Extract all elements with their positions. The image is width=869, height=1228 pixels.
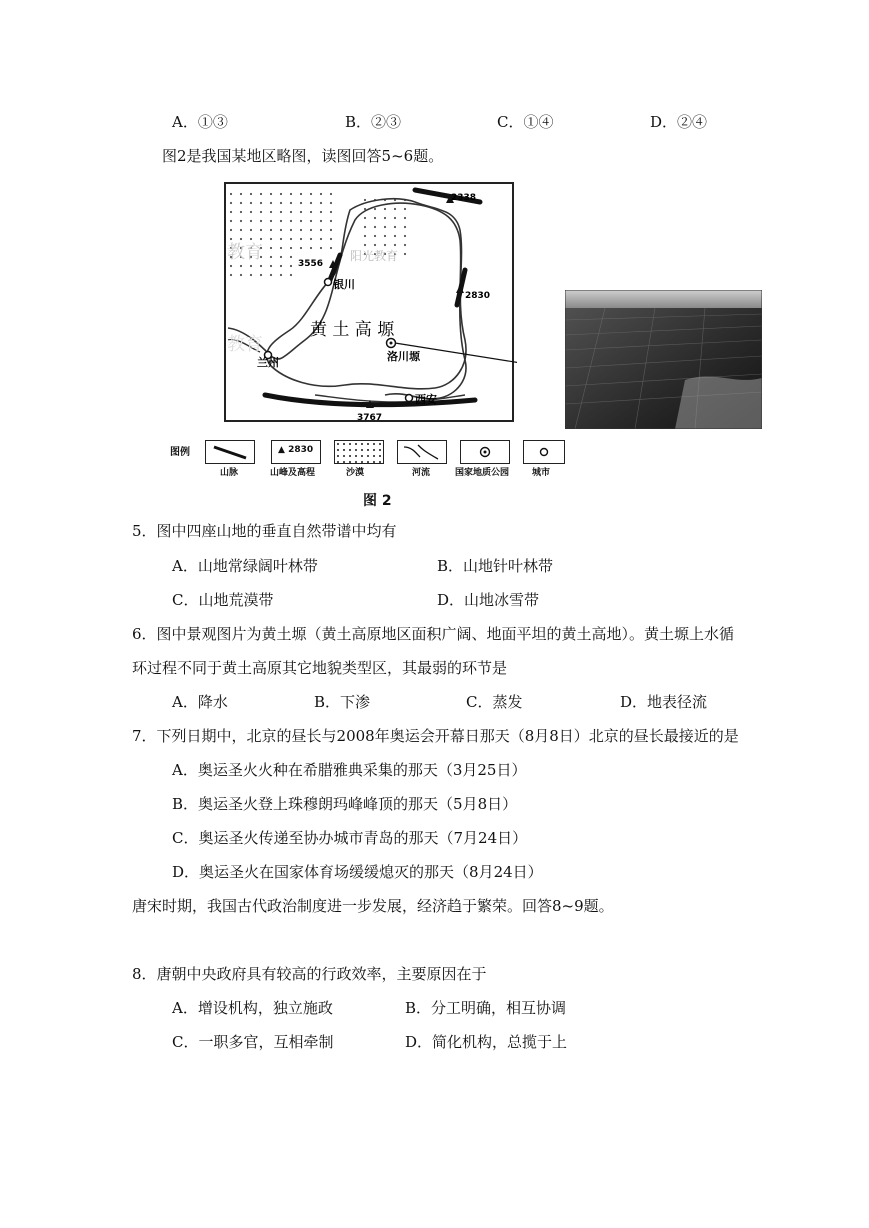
- city-label-luochuan: 洛川塬: [387, 350, 420, 363]
- peak-label: 3556: [298, 259, 324, 269]
- legend-mountain-box: [205, 440, 255, 464]
- legend-label-mountain: 山脉: [220, 468, 239, 478]
- q7-option-c: C．奥运圣火传递至协办城市青岛的那天（7月24日）: [172, 829, 528, 847]
- q8-option-a: A．增设机构，独立施政: [172, 999, 333, 1017]
- legend-label-river: 河流: [412, 468, 431, 478]
- q7-stem: 7．下列日期中，北京的昼长与2008年奥运会开幕日那天（8月8日）北京的昼长最接近的是: [132, 727, 739, 745]
- legend-label-geopark: 国家地质公园: [455, 468, 510, 478]
- city-label-lanzhou: 兰州: [257, 356, 279, 369]
- watermark: 教育: [227, 334, 263, 355]
- q8-stem: 8．唐朝中央政府具有较高的行政效率，主要原因在于: [132, 965, 487, 983]
- loess-tableland-photo: [565, 290, 762, 429]
- q7-option-d: D．奥运圣火在国家体育场缓缓熄灭的那天（8月24日）: [172, 863, 543, 881]
- legend-title: 图例: [170, 447, 190, 458]
- region-label: 黄 土 高 塬: [310, 320, 395, 340]
- legend-label-peak: 山峰及高程: [270, 468, 316, 478]
- map-figure: [165, 180, 517, 428]
- legend-label-city: 城市: [532, 468, 551, 478]
- peak-label: 2830: [465, 291, 491, 301]
- q7-option-a: A．奥运圣火火种在希腊雅典采集的那天（3月25日）: [172, 761, 527, 779]
- legend-label-desert: 沙漠: [346, 468, 365, 478]
- q4-option-a: A．①③: [172, 113, 228, 131]
- q5-stem: 5．图中四座山地的垂直自然带谱中均有: [132, 522, 397, 540]
- map-frame: [225, 183, 513, 421]
- q7-option-b: B．奥运圣火登上珠穆朗玛峰峰顶的那天（5月8日）: [172, 795, 518, 813]
- q6-stem-line1: 6．图中景观图片为黄土塬（黄土高原地区面积广阔、地面平坦的黄土高地）。黄土塬上水循: [132, 625, 735, 643]
- q6-option-d: D．地表径流: [620, 693, 708, 711]
- q5-option-a: A．山地常绿阔叶林带: [172, 557, 318, 575]
- peak-label: 3767: [357, 413, 383, 423]
- legend-peak-box: ▲ 2830: [271, 440, 321, 464]
- peak-label: 2338: [451, 193, 477, 203]
- legend-city-box: [523, 440, 565, 464]
- figure-caption: 图 2: [363, 493, 392, 509]
- q6-stem-line2: 环过程不同于黄土高原其它地貌类型区，其最弱的环节是: [132, 659, 508, 677]
- q4-option-b: B．②③: [345, 113, 402, 131]
- legend-desert-box: [334, 440, 384, 464]
- q8-option-c: C．一职多官，互相牵制: [172, 1033, 334, 1051]
- city-label-xian: 西安: [415, 393, 437, 406]
- watermark: 教育: [227, 242, 263, 263]
- legend-peak-sample: 2830: [288, 445, 314, 455]
- q6-option-b: B．下渗: [314, 693, 371, 711]
- q8-option-b: B．分工明确，相互协调: [405, 999, 567, 1017]
- watermark: 阳光教育: [350, 249, 399, 263]
- q4-option-c: C．①④: [497, 113, 554, 131]
- q4-option-d: D．②④: [650, 113, 708, 131]
- q6-option-a: A．降水: [172, 693, 228, 711]
- q6-option-c: C．蒸发: [466, 693, 523, 711]
- legend-river-box: [397, 440, 447, 464]
- city-marker: [406, 395, 413, 402]
- q5-option-c: C．山地荒漠带: [172, 591, 274, 609]
- q8-option-d: D．简化机构，总揽于上: [405, 1033, 568, 1051]
- q5-option-b: B．山地针叶林带: [437, 557, 554, 575]
- city-marker: [325, 279, 332, 286]
- intro-5-6: 图2是我国某地区略图，读图回答5~6题。: [162, 147, 444, 165]
- city-label-yinchuan: 银川: [333, 278, 355, 291]
- intro-8-9: 唐宋时期，我国古代政治制度进一步发展，经济趋于繁荣。回答8~9题。: [132, 897, 614, 915]
- legend-geopark-box: [460, 440, 510, 464]
- q5-option-d: D．山地冰雪带: [437, 591, 540, 609]
